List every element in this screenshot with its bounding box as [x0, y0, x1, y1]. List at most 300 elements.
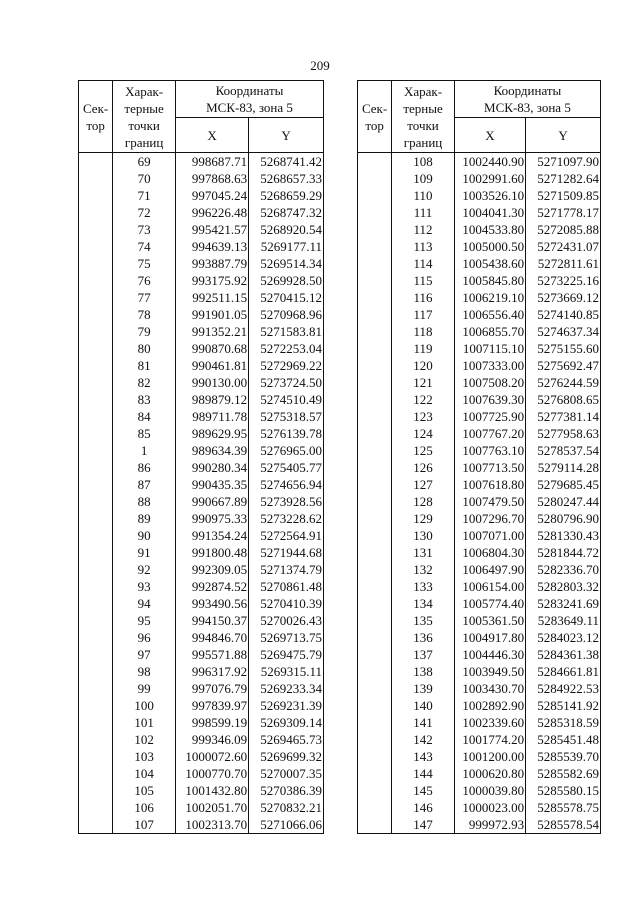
coordinates-header: Координаты МСК-83, зона 5: [176, 81, 324, 118]
sector-cell: [79, 272, 113, 289]
sector-cell: [79, 255, 113, 272]
point-cell: 69: [113, 153, 176, 171]
point-cell: 133: [392, 578, 455, 595]
table-row: [79, 544, 324, 561]
x-cell: 1001774.20: [454, 731, 525, 748]
point-cell: 141: [392, 714, 455, 731]
sector-cell: [79, 357, 113, 374]
table-row: [358, 357, 601, 374]
sector-cell: [358, 510, 392, 527]
x-cell: 1007767.20: [454, 425, 525, 442]
point-cell: 85: [113, 425, 176, 442]
sector-cell: [358, 187, 392, 204]
table-row: [358, 153, 601, 171]
point-cell: 94: [113, 595, 176, 612]
sector-cell: [358, 408, 392, 425]
x-cell: 990461.81: [176, 357, 249, 374]
x-cell: 1002991.60: [454, 170, 525, 187]
point-cell: 147: [392, 816, 455, 834]
y-cell: 5284661.81: [526, 663, 601, 680]
table-row: [79, 425, 324, 442]
sector-header: Сек- тор: [79, 81, 113, 153]
x-cell: 1005438.60: [454, 255, 525, 272]
table-row: [79, 578, 324, 595]
sector-cell: [79, 578, 113, 595]
table-row: [79, 408, 324, 425]
point-cell: 124: [392, 425, 455, 442]
table-row: [79, 561, 324, 578]
x-cell: 991901.05: [176, 306, 249, 323]
y-cell: 5273225.16: [526, 272, 601, 289]
y-cell: 5285578.54: [526, 816, 601, 834]
x-header: X: [176, 118, 249, 153]
x-cell: 999346.09: [176, 731, 249, 748]
table-row: [79, 221, 324, 238]
table-row: [79, 731, 324, 748]
y-cell: 5269699.32: [249, 748, 324, 765]
point-cell: 97: [113, 646, 176, 663]
sector-cell: [79, 306, 113, 323]
point-cell: 120: [392, 357, 455, 374]
x-cell: 1000620.80: [454, 765, 525, 782]
sector-cell: [358, 442, 392, 459]
sector-cell: [358, 170, 392, 187]
sector-cell: [358, 323, 392, 340]
sector-cell: [358, 459, 392, 476]
sector-cell: [358, 221, 392, 238]
table-row: [358, 306, 601, 323]
y-cell: 5274140.85: [526, 306, 601, 323]
x-cell: 1000770.70: [176, 765, 249, 782]
y-cell: 5272431.07: [526, 238, 601, 255]
table-row: [79, 289, 324, 306]
y-cell: 5285451.48: [526, 731, 601, 748]
sector-cell: [358, 578, 392, 595]
point-cell: 92: [113, 561, 176, 578]
x-cell: 1005000.50: [454, 238, 525, 255]
point-cell: 123: [392, 408, 455, 425]
sector-cell: [358, 612, 392, 629]
y-cell: 5268741.42: [249, 153, 324, 171]
point-cell: 143: [392, 748, 455, 765]
coordinates-header: Координаты МСК-83, зона 5: [454, 81, 600, 118]
y-cell: 5271509.85: [526, 187, 601, 204]
table-row: [358, 459, 601, 476]
x-cell: 1006497.90: [454, 561, 525, 578]
sector-cell: [79, 204, 113, 221]
point-cell: 93: [113, 578, 176, 595]
x-cell: 997839.97: [176, 697, 249, 714]
table-row: [358, 748, 601, 765]
point-cell: 106: [113, 799, 176, 816]
table-row: [358, 442, 601, 459]
x-cell: 994639.13: [176, 238, 249, 255]
point-cell: 95: [113, 612, 176, 629]
table-row: [79, 476, 324, 493]
x-cell: 1003949.50: [454, 663, 525, 680]
y-header: Y: [526, 118, 601, 153]
sector-cell: [79, 476, 113, 493]
sector-cell: [79, 680, 113, 697]
table-row: [358, 408, 601, 425]
sector-cell: [79, 663, 113, 680]
x-cell: 1007115.10: [454, 340, 525, 357]
point-cell: 137: [392, 646, 455, 663]
table-row: [358, 527, 601, 544]
x-header: X: [454, 118, 525, 153]
x-cell: 998599.19: [176, 714, 249, 731]
table-row: [358, 578, 601, 595]
table-row: [358, 204, 601, 221]
y-cell: 5271066.06: [249, 816, 324, 834]
y-cell: 5271583.81: [249, 323, 324, 340]
sector-cell: [79, 697, 113, 714]
y-cell: 5275405.77: [249, 459, 324, 476]
x-cell: 1002892.90: [454, 697, 525, 714]
y-cell: 5270007.35: [249, 765, 324, 782]
x-cell: 1001432.80: [176, 782, 249, 799]
x-cell: 1007725.90: [454, 408, 525, 425]
sector-cell: [358, 765, 392, 782]
table-row: [79, 340, 324, 357]
x-cell: 1006219.10: [454, 289, 525, 306]
x-cell: 992511.15: [176, 289, 249, 306]
sector-cell: [358, 272, 392, 289]
x-cell: 990667.89: [176, 493, 249, 510]
y-cell: 5270415.12: [249, 289, 324, 306]
point-cell: 72: [113, 204, 176, 221]
y-cell: 5274637.34: [526, 323, 601, 340]
sector-cell: [79, 544, 113, 561]
point-cell: 116: [392, 289, 455, 306]
table-row: [79, 204, 324, 221]
sector-cell: [358, 816, 392, 834]
y-cell: 5269309.14: [249, 714, 324, 731]
x-cell: 1005845.80: [454, 272, 525, 289]
table-row: [358, 680, 601, 697]
x-cell: 997045.24: [176, 187, 249, 204]
y-cell: 5271097.90: [526, 153, 601, 171]
point-cell: 105: [113, 782, 176, 799]
point-cell: 113: [392, 238, 455, 255]
table-row: [358, 714, 601, 731]
sector-cell: [358, 731, 392, 748]
sector-cell: [358, 476, 392, 493]
sector-cell: [358, 204, 392, 221]
sector-cell: [79, 629, 113, 646]
x-cell: 1006154.00: [454, 578, 525, 595]
sector-cell: [79, 153, 113, 171]
sector-cell: [79, 170, 113, 187]
x-cell: 1002440.90: [454, 153, 525, 171]
point-cell: 135: [392, 612, 455, 629]
point-cell: 104: [113, 765, 176, 782]
y-cell: 5273724.50: [249, 374, 324, 391]
right-table-body: [358, 153, 601, 834]
page-number: 209: [310, 58, 330, 73]
point-cell: 101: [113, 714, 176, 731]
table-row: [79, 510, 324, 527]
y-cell: 5275692.47: [526, 357, 601, 374]
y-cell: 5280796.90: [526, 510, 601, 527]
sector-cell: [358, 425, 392, 442]
point-cell: 131: [392, 544, 455, 561]
x-cell: 991800.48: [176, 544, 249, 561]
y-cell: 5285578.75: [526, 799, 601, 816]
point-cell: 132: [392, 561, 455, 578]
sector-cell: [79, 612, 113, 629]
sector-cell: [79, 646, 113, 663]
point-cell: 78: [113, 306, 176, 323]
x-cell: 1006556.40: [454, 306, 525, 323]
x-cell: 1007296.70: [454, 510, 525, 527]
sector-cell: [358, 391, 392, 408]
sector-cell: [79, 459, 113, 476]
point-cell: 90: [113, 527, 176, 544]
point-cell: 111: [392, 204, 455, 221]
table-row: [358, 816, 601, 834]
point-cell: 108: [392, 153, 455, 171]
y-cell: 5274510.49: [249, 391, 324, 408]
points-header: Харак- терные точки границ: [113, 81, 176, 153]
point-cell: 75: [113, 255, 176, 272]
y-cell: 5270832.21: [249, 799, 324, 816]
table-row: [79, 357, 324, 374]
point-cell: 129: [392, 510, 455, 527]
sector-cell: [358, 238, 392, 255]
sector-cell: [79, 289, 113, 306]
point-cell: 110: [392, 187, 455, 204]
y-cell: 5269465.73: [249, 731, 324, 748]
table-row: [358, 374, 601, 391]
y-cell: 5276965.00: [249, 442, 324, 459]
sector-cell: [79, 595, 113, 612]
point-cell: 117: [392, 306, 455, 323]
point-cell: 134: [392, 595, 455, 612]
table-row: [358, 595, 601, 612]
y-cell: 5284361.38: [526, 646, 601, 663]
y-cell: 5270968.96: [249, 306, 324, 323]
sector-cell: [79, 221, 113, 238]
y-cell: 5276244.59: [526, 374, 601, 391]
table-row: [79, 442, 324, 459]
point-cell: 71: [113, 187, 176, 204]
sector-cell: [79, 731, 113, 748]
table-row: [79, 799, 324, 816]
table-row: [358, 255, 601, 272]
x-cell: 991352.21: [176, 323, 249, 340]
point-cell: 103: [113, 748, 176, 765]
table-row: [79, 238, 324, 255]
x-cell: 1007618.80: [454, 476, 525, 493]
table-row: [358, 799, 601, 816]
sector-cell: [79, 238, 113, 255]
y-cell: 5273669.12: [526, 289, 601, 306]
sector-cell: [79, 425, 113, 442]
table-row: [358, 238, 601, 255]
point-cell: 89: [113, 510, 176, 527]
table-row: [358, 493, 601, 510]
sector-cell: [79, 782, 113, 799]
point-cell: 118: [392, 323, 455, 340]
table-row: [79, 323, 324, 340]
y-cell: 5268659.29: [249, 187, 324, 204]
sector-cell: [79, 748, 113, 765]
point-cell: 88: [113, 493, 176, 510]
table-row: [358, 663, 601, 680]
x-cell: 993175.92: [176, 272, 249, 289]
x-cell: 1005774.40: [454, 595, 525, 612]
x-cell: 1000072.60: [176, 748, 249, 765]
table-row: [358, 510, 601, 527]
sector-cell: [358, 697, 392, 714]
point-cell: 102: [113, 731, 176, 748]
point-cell: 130: [392, 527, 455, 544]
table-row: [79, 255, 324, 272]
x-cell: 1006855.70: [454, 323, 525, 340]
x-cell: 998687.71: [176, 153, 249, 171]
y-cell: 5269315.11: [249, 663, 324, 680]
point-cell: 112: [392, 221, 455, 238]
x-cell: 992309.05: [176, 561, 249, 578]
sector-cell: [358, 663, 392, 680]
table-row: [358, 289, 601, 306]
sector-cell: [358, 680, 392, 697]
sector-cell: [79, 493, 113, 510]
table-row: [79, 493, 324, 510]
table-row: [358, 170, 601, 187]
table-row: [358, 765, 601, 782]
table-row: [358, 544, 601, 561]
table-row: [79, 391, 324, 408]
table-row: [358, 646, 601, 663]
point-cell: 82: [113, 374, 176, 391]
x-cell: 990130.00: [176, 374, 249, 391]
point-cell: 146: [392, 799, 455, 816]
y-cell: 5270026.43: [249, 612, 324, 629]
y-cell: 5269231.39: [249, 697, 324, 714]
table-row: [79, 459, 324, 476]
sector-cell: [358, 782, 392, 799]
point-cell: 115: [392, 272, 455, 289]
y-cell: 5269177.11: [249, 238, 324, 255]
y-cell: 5285582.69: [526, 765, 601, 782]
points-header: Харак- терные точки границ: [392, 81, 455, 153]
point-cell: 145: [392, 782, 455, 799]
table-row: [79, 816, 324, 834]
table-row: [358, 612, 601, 629]
table-row: [358, 476, 601, 493]
sector-cell: [79, 323, 113, 340]
y-cell: 5271282.64: [526, 170, 601, 187]
sector-cell: [358, 544, 392, 561]
point-cell: 109: [392, 170, 455, 187]
x-cell: 990280.34: [176, 459, 249, 476]
point-cell: 126: [392, 459, 455, 476]
x-cell: 1002313.70: [176, 816, 249, 834]
sector-cell: [79, 561, 113, 578]
x-cell: 990435.35: [176, 476, 249, 493]
table-row: [79, 629, 324, 646]
y-cell: 5273228.62: [249, 510, 324, 527]
y-cell: 5271944.68: [249, 544, 324, 561]
sector-cell: [358, 595, 392, 612]
sector-cell: [358, 527, 392, 544]
point-cell: 99: [113, 680, 176, 697]
table-row: [358, 323, 601, 340]
point-cell: 122: [392, 391, 455, 408]
sector-cell: [79, 408, 113, 425]
y-cell: 5274656.94: [249, 476, 324, 493]
table-row: [79, 595, 324, 612]
x-cell: 1001200.00: [454, 748, 525, 765]
point-cell: 128: [392, 493, 455, 510]
y-cell: 5269233.34: [249, 680, 324, 697]
sector-cell: [79, 391, 113, 408]
point-cell: 86: [113, 459, 176, 476]
table-row: [358, 425, 601, 442]
y-cell: 5272085.88: [526, 221, 601, 238]
point-cell: 127: [392, 476, 455, 493]
sector-cell: [79, 510, 113, 527]
y-cell: 5285539.70: [526, 748, 601, 765]
x-cell: 1007713.50: [454, 459, 525, 476]
x-cell: 995421.57: [176, 221, 249, 238]
y-cell: 5269713.75: [249, 629, 324, 646]
y-cell: 5272969.22: [249, 357, 324, 374]
table-row: [358, 561, 601, 578]
y-cell: 5271374.79: [249, 561, 324, 578]
point-cell: 125: [392, 442, 455, 459]
table-row: [79, 697, 324, 714]
sector-cell: [79, 816, 113, 834]
y-cell: 5270386.39: [249, 782, 324, 799]
y-cell: 5282803.32: [526, 578, 601, 595]
sector-cell: [358, 357, 392, 374]
x-cell: 1000023.00: [454, 799, 525, 816]
x-cell: 991354.24: [176, 527, 249, 544]
x-cell: 989629.95: [176, 425, 249, 442]
table-row: [79, 153, 324, 171]
sector-cell: [358, 748, 392, 765]
x-cell: 996317.92: [176, 663, 249, 680]
sector-cell: [358, 493, 392, 510]
sector-cell: [358, 255, 392, 272]
y-cell: 5269514.34: [249, 255, 324, 272]
y-cell: 5275155.60: [526, 340, 601, 357]
sector-cell: [79, 527, 113, 544]
sector-cell: [358, 646, 392, 663]
sector-cell: [358, 306, 392, 323]
point-cell: 140: [392, 697, 455, 714]
y-cell: 5285580.15: [526, 782, 601, 799]
point-cell: 107: [113, 816, 176, 834]
point-cell: 142: [392, 731, 455, 748]
y-cell: 5283241.69: [526, 595, 601, 612]
point-cell: 77: [113, 289, 176, 306]
table-row: [79, 187, 324, 204]
table-row: [79, 782, 324, 799]
y-cell: 5279114.28: [526, 459, 601, 476]
table-row: [358, 629, 601, 646]
sector-cell: [358, 153, 392, 171]
sector-cell: [358, 289, 392, 306]
y-cell: 5276808.65: [526, 391, 601, 408]
x-cell: 997868.63: [176, 170, 249, 187]
x-cell: 1002339.60: [454, 714, 525, 731]
table-row: [79, 680, 324, 697]
table-row: [79, 765, 324, 782]
